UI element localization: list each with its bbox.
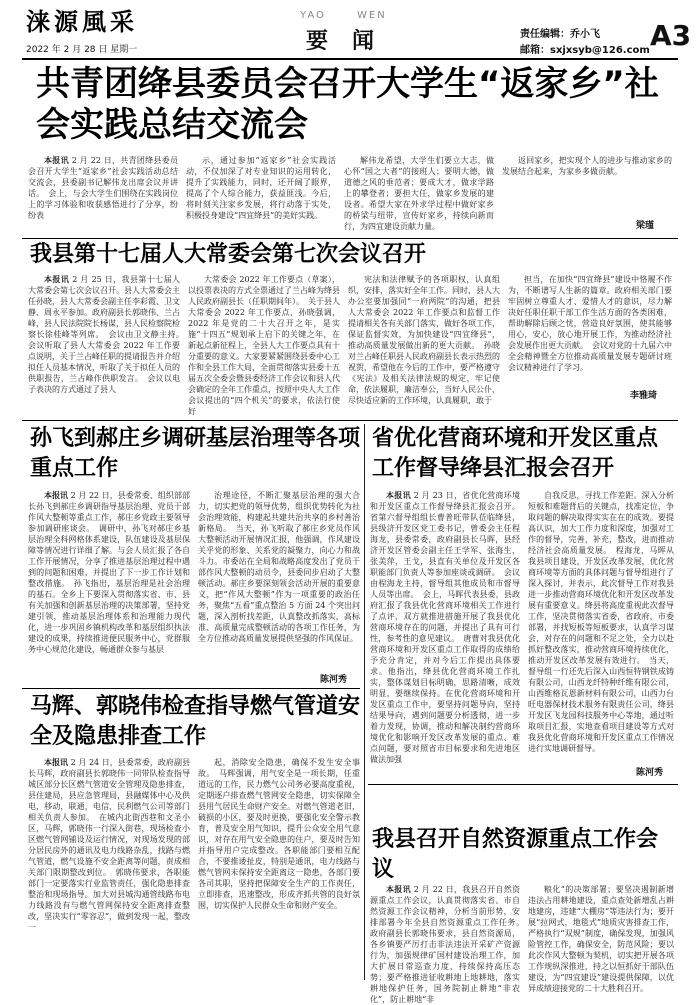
column-divider: [364, 424, 365, 980]
masthead-rule: [22, 58, 678, 60]
column-text: 示，通过参加“返家乡”社会实践活动，不仅加深了对专业知识的运用转化，提升了实践能力，同时，还开阔了眼界，提高了个人综合能力，获益匪浅。今后，将时刻关注家乡发展，将行动落于实处，积极投身建设“四宜绛县”的美好实践。: [186, 156, 336, 220]
article-column: [370, 490, 520, 780]
article-column: [198, 490, 360, 668]
article-column: [28, 274, 188, 417]
brand-title: 涞源風采: [26, 7, 138, 36]
section-divider: [22, 238, 678, 239]
kicker: 本报讯: [386, 884, 411, 894]
article-column: [508, 274, 672, 384]
article-column: [28, 757, 190, 979]
column-text: 解伟龙希望，大学生们要立大志，做心怀“国之大者”的接班人；要明大德，做道德之风的垂范者；要成大才，做求学路上的攀登者；要担大任，做家乡发展的建设者。希望大家在外求学过程中做好家乡的桥梁与纽带，宣传好家乡，持续向新而行，为四宜建设贡献力量。: [344, 156, 494, 231]
byline: 梁瑾: [636, 221, 655, 231]
editor-email: 邮箱：sxjxsyb@126.com: [520, 45, 650, 56]
article-headline: 我县召开自然资源重点工作会议: [372, 827, 659, 882]
column-text: 2 月 24 日，县委常委，政府副县长马辉，政府副县长郭晓伟一同带队检查指导城区部分长区燃气管道安全管理及隐患排查，县住建局，县应急管理局，县融媒体中心及供电，移动，联通，电信，民利燃气公司等部门相关负责人参加。 在城内北街西巷和文圣小区，马辉，郭晓伟一行深入街巷，现场检查小区燃气管网铺设及运行情况，对现场发现的部分居民房外的通讯及电力线路杂乱，找路与燃气管道，燃气设施不安全距离等问题，责成相关部门限期整改到位。 郭晓伟要求，各职能部门一定要落实行业监管责任，强化隐患排查整治和现场指导。加大对县城沟通管线路布电力线路没有与燃气管网保持安全距离排查整改，坚决实行“零容忍”，做到发现一起，整改一: [28, 758, 190, 932]
article-column: [198, 757, 360, 979]
article-column: [502, 155, 672, 195]
section-divider: [22, 420, 678, 421]
kicker: 本报讯: [44, 274, 70, 284]
column-text: 2 月 22 日，我县召开自然资源重点工作会议，认真贯彻落实省、市自然资源工作会议精神，分析当前形势，安排部署今年全县自然资源重点工作任务。 政府副县长郭晓伟要求，县自然资源局，各乡镇要严厉打击非法违法开采矿产资源行为，加强规律矿国村建设治理工作，加大扩展日常巡查力度，持续保持高压态势；要严格推进征收耕地上地耕地，落实耕地保护任务，国务院制止耕地“非农化”，防止耕地“非: [370, 885, 528, 1004]
column-text: 治理途径，不断汇聚基层治理的强大合力，切实把党的领导优势，组织优势转化为社会治理效能，构建起共建共治共享的乡村善治新格局。 当天，孙飞听取了郝庄乡党员作风大整顿活动开展情况汇报，他强调，作风建设关乎党的形象、关系党的凝聚力，向心力和战斗力。市委站在全局和战略高度发出了党员干部作风大整顿的动员令，县委同步启动了大整顿活动。郝庄乡要深刻领会活动开展的重要意义，把“作风大整顿”作为一项重要的政治任务，聚焦“五看”重点整治 5 方面 24 个突出问题，深入剖析找差距，认真整改抓落实，高标准、高质量完成整顿活动的各项工作任务，为全方位推动高质量发展提供坚强的作风保证。: [198, 491, 360, 643]
section-title: 要闻: [306, 28, 399, 54]
article-column: [370, 884, 528, 1004]
article-headline: 孙飞到郝庄乡调研基层治理等各项重点工作: [30, 426, 361, 481]
article-headline: 我县第十七届人大常委会第七次会议召开: [30, 242, 427, 267]
column-text: 2 月 25 日，我县第十七届人大常委会第七次会议召开。县人大常委会主任孙晓，县人大常委会副主任李彩霞、卫文静、周永平参加。政府副县长郭晓伟、兰占峰，县人民法院院长杨谋，县人民检察院检察长徐桂峰等列席。 会议由卫文静主持。 会议听取了县人大常委会 2022 年工作要点说明，关于兰占峰任职的提请报告并介绍拟任人员基本情况，听取了关于拟任人员的供职报告，兰占峰作供职发言。 会议以电子表决的方式通过了县人: [28, 275, 188, 394]
lead-headline: 共青团绛县委员会召开大学生“返家乡”社会实践总结交流会: [36, 64, 659, 145]
article-column: [528, 490, 674, 762]
kicker: 本报讯: [44, 757, 69, 767]
page-number: A3: [650, 19, 692, 52]
article-column: [28, 490, 190, 680]
article-column: [348, 274, 500, 417]
article-column: [188, 274, 340, 417]
article-column: [28, 155, 178, 235]
column-text: 起，消除安全隐患，确保不发生安全事故。 马辉强调，用气安全是一项长期，任重道远的工作，民力燃气公司务必要高度重视，定期逐户排查燃气管网安全隐患，切实保障全县用气居民生命财产安全。对燃气管道老旧，破损的小区，要及时更换，要强化安全警示教育，普及安全用气知识，提升公众安全用气意识，对存在用气安全隐患的住户，要及时告知并指导用户完成整改。各职能部门要相互配合，不要推诿扯皮，特别是通讯，电力线路与燃气管网未保持安全距离这一隐患，各部门要各司其职，坚持把保障安全生产的工作责任，立即排查，迅速整改，形成齐抓共管的良好氛围，切实保护人民群众生命和财产安全。: [198, 758, 360, 910]
kicker: 本报讯: [44, 155, 69, 165]
editor-credit: 责任编辑：乔小飞: [520, 29, 600, 40]
column-text: 2 月 23 日，省优化营商环境和开发区重点工作督导绛县汇报会召开。省第六督导组组长曹普旺带队莅临绛县，县级济开发区党工委书记，曾委会主任程海龙，县委常委，政府副县长马晖，县经济开发区管委会副主任王学军、张海生，张美萍，王戈，县直有关单位及开发区各职能部门负责人等参加座谈或调研。 会议由程海龙主持，督导组其他成员和市督导人员等出席。 会上，马晖代表县委，县政府汇报了我县优化营商环境相关工作进行了点评，双方就推进措施开展了我县优化营商环境存在的问题，并提出了具有可行性，参考性的意见建议。 唐曹对我县优化营商环境和开发区重点工作取得的成绩给予充分肯定，并对今后工作提出具体要求。他指出，绛县优化营商环境工作扎实，整体谋划目标明确，思路清晰，成效明显，要继续保持。在优化营商环境和开发区重点工作中，要坚持问题导向，坚持结果导向，遇到问题要分析透彻，进一步着力发现，协调，推动和解决制约营商环境优化和影响开发区改革发展的重点、难点问题，要对照省市目标要求和先进地区做法加强: [370, 491, 520, 764]
section-en-left: YAO: [300, 10, 326, 21]
column-text: 大常委会 2022 年工作要点（草案），以投票表决的方式全票通过了兰占峰为绛县人民政府副县长（任职期间年）。 关于县人大常委会 2022 年工作要点，孙晓强调，2022 年是党的二十大召开之年，是实施“十四五”规划承上启下的关键之年，在新起点新征程上，全县人大工作要点具有十分重要的意义。大家要紧紧围绕县委中心工作和全县工作大局，全面贯彻落实县委十五届五次全委会暨县委经济工作会议和县人代会确定的全年工作重点，按照中央人大工作会议提出的“四个机关”的要求，依法行使好: [188, 275, 340, 416]
column-text: 2 月 22 日，共青团绛县委员会召开大学生“返家乡”社会实践活动总结交流会，县委副书记解伟龙出席会议并讲话。 会上，与会大学生们围绕在实践岗位上的学习体验和收获感悟进行了分享，纷纷表: [28, 156, 178, 220]
article-column: [344, 155, 494, 235]
article-column: [528, 884, 674, 993]
section-en-right: WEN: [357, 10, 387, 21]
kicker: 本报讯: [44, 490, 69, 500]
article-headline: 省优化营商环境和开发区重点工作督导绛县汇报会召开: [372, 426, 659, 481]
column-text: 粮化”的决策部署；要坚决遏制新增违法占用耕地建设，重点查处新增乱占耕地建房，违建“大棚房”等违法行为；要开展“拉网式，地毯式”地质灾害排查工作，严格执行“双规”制度，确保发现，加强风险管控工作，确保安全，防范风险；要以此次作风大整顿为契机，切实把开展各项工作规纵深推进，持之以恒抓好干部队伍建设，为“四宜建设”建设提供保障，以优异成绩迎接党的二十大胜利召开。: [528, 885, 674, 993]
article-headline: 马辉、郭晓伟检查指导燃气管道安全及隐患排查工作: [30, 694, 361, 749]
byline: 陈河秀: [320, 675, 348, 685]
column-text: 担当，在加快“四宜绛县”建设中恪履不作为，不断谱写人生新的篇章。政府相关部门要牢固树立尊重人才、爱惜人才的意识，尽力解决好任职任职干部工作生活方面的各类困难，帮助解除后顾之忧，营造良好氛围，使其能够用心，安心，放心地开展工作，为推动经济社会发展作出更大贡献。 会议对党的十九届六中全会精神暨全方位推动高质量发展专题研讨班会议精神进行了学习。: [508, 275, 672, 372]
section-divider: [368, 784, 678, 785]
byline: 陈河秀: [636, 768, 664, 778]
column-text: 2 月 22 日，县委常委、组织部部长孙飞到郝庄乡调研指导基层治理、党员干部作风大整顿等重点工作，郝庄乡党政主要领导参加调研座谈会。 调研中，孙飞对郝庄乡基层治理全科网格体系建设，队伍建设及基层保障等情况进行详细了解。与会人员汇报了各自工作开展情况，分享了推进基层治理过程中遇到的问题和困难，并提出了下一步工作计划和整改措施。 孙飞指出，基层治理是社会治理的基石。全乡上下要深入贯彻落实省、市、县有关加强和创新基层治理的决策部署，坚持党建引领，推动基层治理体系和治理能力现代化，进一步巩固乡镇机构改革和基层组织执法建设的成果，持续推进便民服务中心，党群服务中心规范化建设，畅通群众参与基层: [28, 491, 190, 654]
column-text: 返回家乡，把实现个人的进步与推动家乡的发展结合起来，为家乡多做贡献。: [502, 156, 672, 176]
byline: 李雅琦: [630, 391, 658, 401]
kicker: 本报讯: [386, 490, 411, 500]
issue-date: 2022 年 2 月 28 日 星期一: [26, 45, 138, 55]
article-column: [186, 155, 336, 235]
column-text: 宪法和法律赋予的各项职权，认真组织，安排，落实好全年工作。同时，县人大办公室要加强同“一府两院”的沟通，把县人大常委会 2022 年工作要点和监督工作提请相关各有关部门落实，做好各项工作，保证监督实效，为加快建设“四宜绛县”，推动高质量发展做出新的更大贡献。 孙晓对兰占峰任职县人民政府副县长表示热烈的祝贺，希望他在今后的工作中，要严格遵守《宪法》及相关法律法规的规定，牢记使命，依法履职，廉洁奉公，当好人民公仆，尽快适应新的工作环境，认真履职，敢于: [348, 275, 500, 405]
column-text: 自我反思，寻找工作差距。深入分析短板和难题背后的关键点，找准定位，争取问题的解决取得实实在在的成效。要提高认识，加大工作力度和深度，加强对工作的督导，完善，补充，整改，进而推动经济社会高质量发展。 程海龙，马晖从我县项目建设，开发区改革发展，优化营商环境等方面的具体问题与督导组进行了深入探讨，并表示，此次督导工作对我县进一步推动营商环境优化和开发区改革发展有重要意义。绛县将高度重视此次督导工作，坚决贯彻落实省委，省政府，市委部署，并找短板等短板要求，认真学习谋会，对存在的问题和不足之处，全力以赴抓好整改落实，推动营商环境持续优化，推动开发区改革发展有效进行。 当天，督导组一行还先后深入山西恒特钢铁成铸有限公司，山西龙纤特种纤维有限公司，山西维格瓦恩新材料有限公司，山西力台旺电器保材技术服务有限责任公司，绛县开发区飞龙园科技服务中心等地，通过听取项目汇报，实地查看项目建设等方式对我县优化营商环境和开发区重点工作情况进行实地调研督导。: [528, 491, 674, 753]
section-divider: [22, 688, 360, 689]
